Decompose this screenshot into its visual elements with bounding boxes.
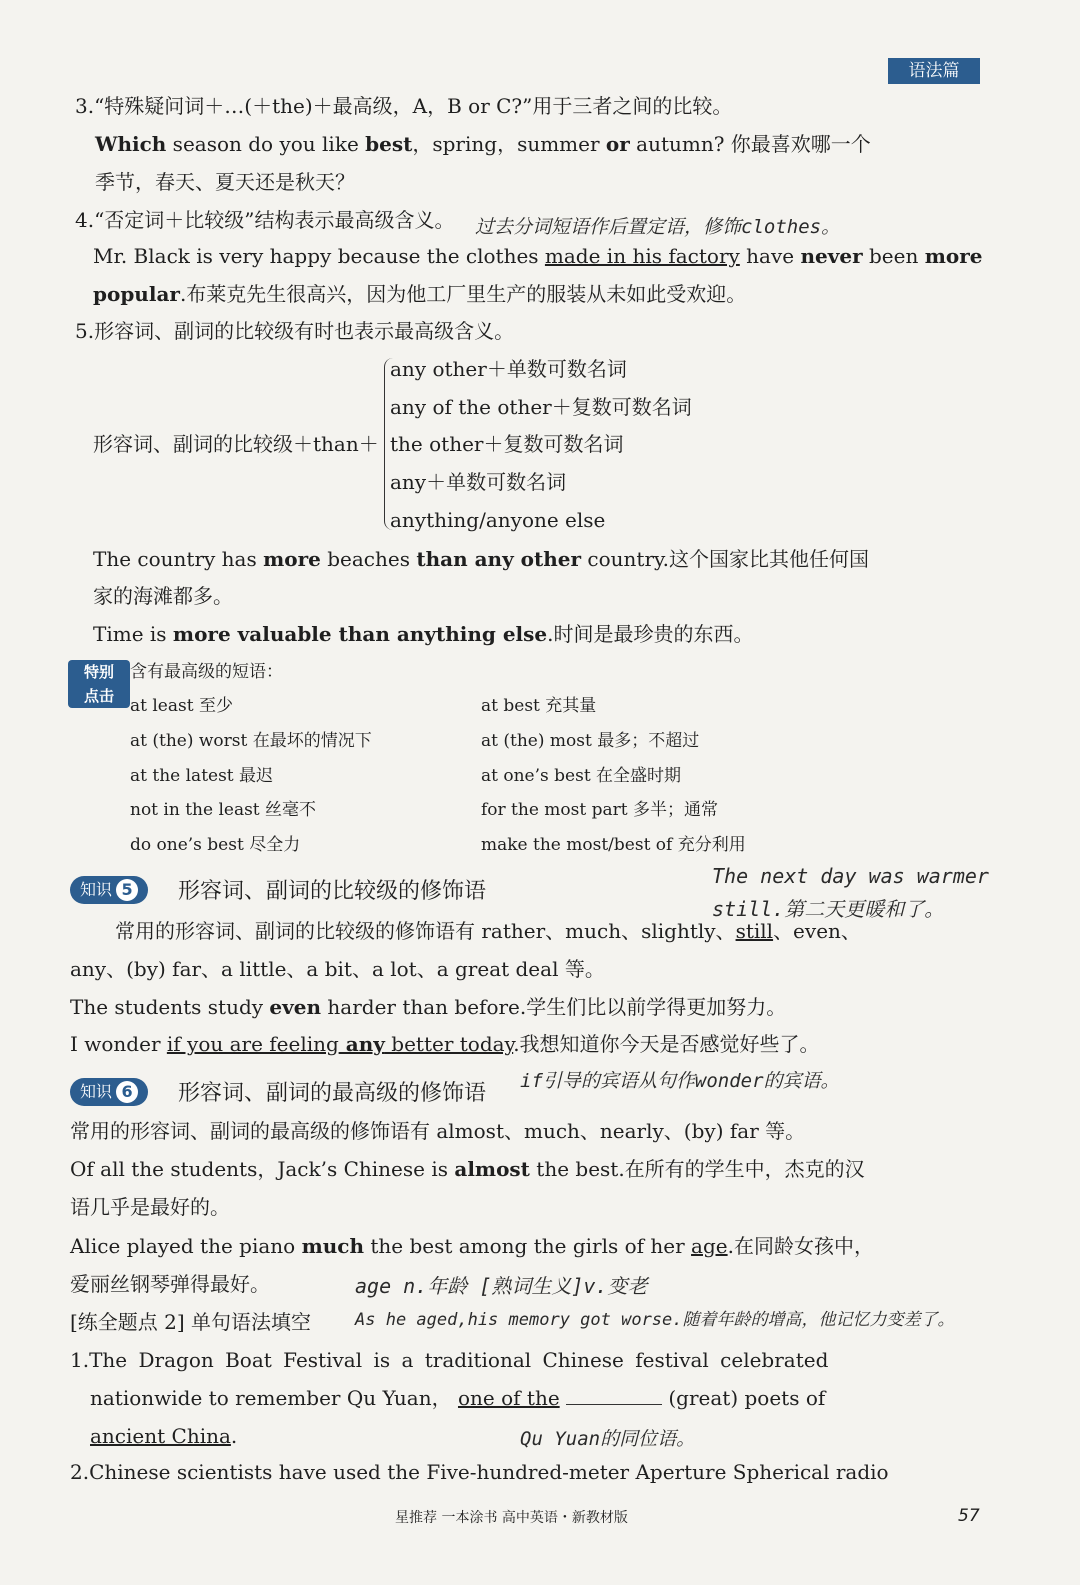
knowledge6-title: 形容词、副词的最高级的修饰语 [178, 1081, 487, 1106]
handwritten-note-age: age n.年龄 [熟词生义]v.变老 [355, 1274, 648, 1298]
knowledge5-desc: 常用的形容词、副词的比较级的修饰语有 rather、much、slightly、still、even、 [115, 919, 861, 943]
knowledge5-desc-line2: any、(by) far、a little、a bit、a lot、a great deal 等。 [70, 957, 605, 981]
handwritten-note-participle: 过去分词短语作后置定语，修饰clothes。 [475, 216, 841, 238]
item3-title: 3.“特殊疑问词＋…(＋the)＋最高级，A，B or C?”用于三者之间的比较。 [75, 94, 733, 118]
item4-example: Mr. Black is very happy because the clothes made in his factory have never been more [93, 244, 983, 268]
formula-option: any other＋单数可数名词 [390, 357, 627, 381]
phrase-right: at best 充其量 [481, 696, 597, 716]
phrase-left: do one’s best 尽全力 [130, 835, 301, 855]
phrase-left: at least 至少 [130, 696, 233, 716]
handwritten-note-warmer-line2: still.第二天更暖和了。 [712, 897, 945, 921]
knowledge6-badge: 知识 6 [70, 1078, 148, 1106]
practice-title: [练全题点 2] 单句语法填空 [70, 1310, 312, 1334]
knowledge6-example2: Alice played the piano much the best among the girls of her age.在同龄女孩中， [70, 1234, 874, 1258]
item5-example2: Time is more valuable than anything else.时间是最珍贵的东西。 [93, 622, 754, 646]
phrase-left: not in the least 丝毫不 [130, 800, 317, 820]
formula-option: anything/anyone else [390, 508, 606, 532]
item5-example1-line2: 家的海滩都多。 [93, 584, 233, 608]
footer-text: 星推荐 一本涂书 高中英语・新教材版 [395, 1510, 628, 1526]
handwritten-note-warmer: The next day was warmer [712, 864, 989, 888]
item4-example-line2: popular.布莱克先生很高兴，因为他工厂里生产的服装从未如此受欢迎。 [93, 282, 747, 306]
page-number: 57 [958, 1506, 980, 1526]
question1-line3: ancient China. [90, 1424, 238, 1448]
item5-title: 5.形容词、副词的比较级有时也表示最高级含义。 [75, 319, 515, 343]
question1-line1: 1.The Dragon Boat Festival is a traditional Chinese festival celebrated [70, 1348, 829, 1372]
phrase-right: make the most/best of 充分利用 [481, 835, 746, 855]
knowledge5-badge: 知识 5 [70, 876, 148, 904]
special-intro: 含有最高级的短语： [130, 662, 283, 682]
knowledge5-title: 形容词、副词的比较级的修饰语 [178, 879, 487, 904]
answer-blank[interactable] [566, 1404, 662, 1405]
section-tag: 语法篇 [888, 58, 980, 84]
knowledge5-example2: I wonder if you are feeling any better today.我想知道你今天是否感觉好些了。 [70, 1032, 820, 1056]
handwritten-note-aged: As he aged,his memory got worse.随着年龄的增高，他记忆力变差了。 [355, 1310, 955, 1330]
knowledge5-example1: The students study even harder than before.学生们比以前学得更加努力。 [70, 995, 787, 1019]
formula-left: 形容词、副词的比较级＋than＋ [93, 432, 379, 456]
special-badge: 特别 点击 [68, 660, 130, 708]
item3-example: Which season do you like best，spring，summer or autumn? 你最喜欢哪一个 [95, 132, 871, 156]
knowledge6-example1-line2: 语几乎是最好的。 [70, 1195, 230, 1219]
phrase-left: at the latest 最迟 [130, 766, 274, 786]
formula-option: the other＋复数可数名词 [390, 432, 624, 456]
item4-title: 4.“否定词＋比较级”结构表示最高级含义。 [75, 208, 455, 232]
phrase-right: at one’s best 在全盛时期 [481, 766, 682, 786]
handwritten-note-appositive: Qu Yuan的同位语。 [520, 1428, 696, 1450]
knowledge6-example2-line2: 爱丽丝钢琴弹得最好。 [70, 1272, 270, 1296]
item3-example-line2: 季节，春天、夏天还是秋天？ [95, 170, 355, 194]
question1-line2: nationwide to remember Qu Yuan， one of the (great) poets of [90, 1386, 826, 1410]
phrase-right: at (the) most 最多；不超过 [481, 731, 700, 751]
phrase-left: at (the) worst 在最坏的情况下 [130, 731, 372, 751]
question2-line1: 2.Chinese scientists have used the Five-hundred-meter Aperture Spherical radio [70, 1460, 889, 1484]
knowledge6-example1: Of all the students，Jack’s Chinese is almost the best.在所有的学生中，杰克的汉 [70, 1157, 865, 1181]
item5-example1: The country has more beaches than any other country.这个国家比其他任何国 [93, 547, 870, 571]
handwritten-note-if-clause: if引导的宾语从句作wonder的宾语。 [520, 1070, 840, 1092]
phrase-right: for the most part 多半；通常 [481, 800, 718, 820]
formula-option: any＋单数可数名词 [390, 470, 567, 494]
knowledge6-desc: 常用的形容词、副词的最高级的修饰语有 almost、much、nearly、(by) far 等。 [70, 1119, 806, 1143]
formula-option: any of the other＋复数可数名词 [390, 395, 692, 419]
